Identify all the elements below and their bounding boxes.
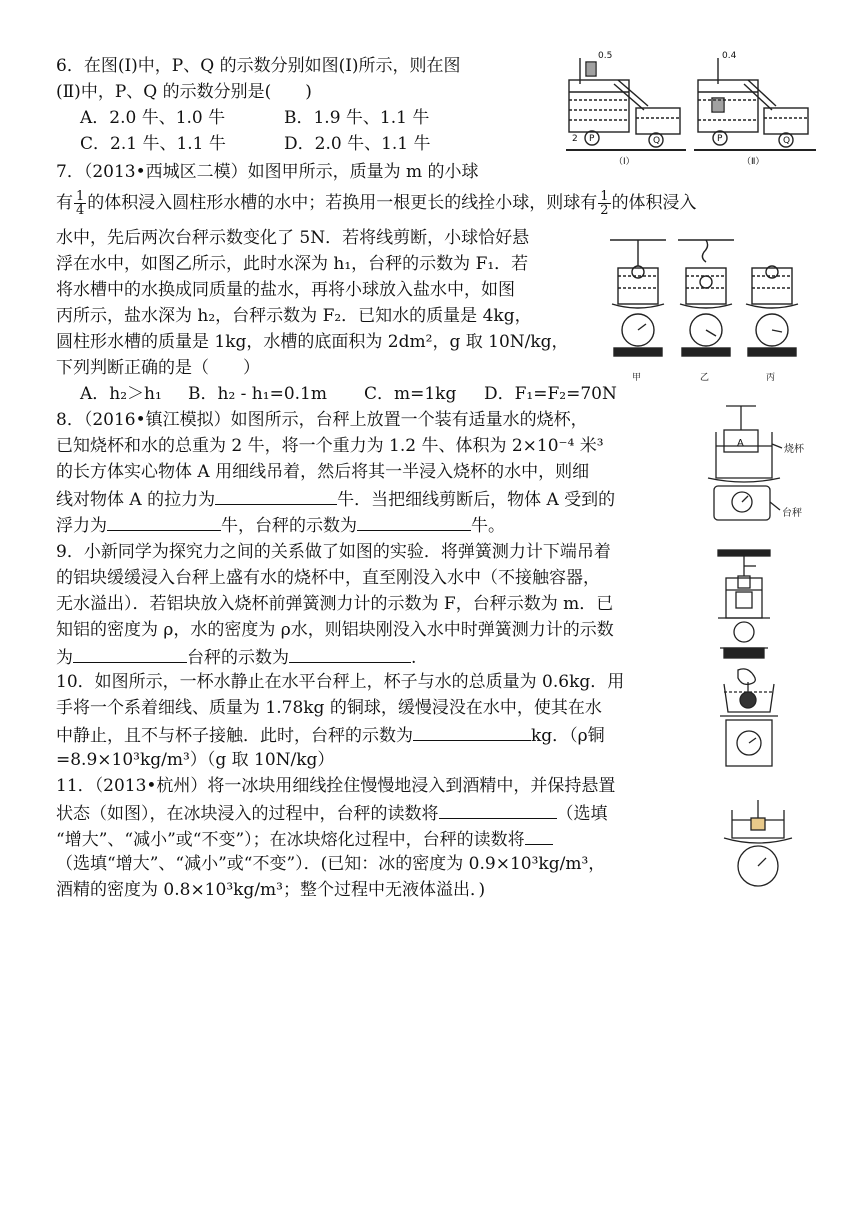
q10-line-2: 手将一个系着细线、质量为 1.78kg 的铜球，缓慢浸没在水中，使其在水 — [56, 698, 602, 718]
q6-option-a: A．2.0 牛、1.0 牛 — [80, 108, 226, 128]
q9-answer-blank-2[interactable] — [289, 644, 411, 663]
frac-den: 4 — [76, 203, 85, 218]
q11-line-3 — [56, 826, 553, 852]
q7-line-2c: 的体积浸入 — [611, 193, 697, 213]
q9-line-5b: 台秤的示数为 — [187, 648, 289, 668]
q9-answer-blank-1[interactable] — [73, 644, 187, 663]
q7-line-8: 下列判断正确的是（ ） — [56, 358, 260, 378]
q8-answer-blank-1[interactable] — [215, 486, 337, 505]
q7-line-2a: 有 — [56, 193, 73, 213]
q6-fig-tag-2: 0.4 — [722, 51, 737, 61]
q7-line-7: 圆柱形水槽的质量是 1kg，水槽的底面积为 2dm²，g 取 10N/kg， — [56, 332, 569, 352]
q8-fig-scale-label: 台秤 — [782, 508, 802, 519]
q6-fig-caption-1: （Ⅰ） — [614, 157, 635, 167]
q6-fig-p-left: 2 — [572, 134, 578, 144]
q8-line-5a: 浮力为 — [56, 516, 107, 536]
q11-line-3a: “增大”、“减小”或“不变”）；在冰块熔化过程中，台秤的读数将 — [56, 830, 525, 850]
q7-line-6: 丙所示，盐水深为 h₂，台秤示数为 F₂．已知水的质量是 4kg， — [56, 306, 532, 326]
q9-line-5c: . — [411, 648, 417, 668]
q6-fig-q-1: Q — [653, 136, 661, 146]
q7-line-5: 将水槽中的水换成同质量的盐水，再将小球放入盐水中，如图 — [56, 280, 515, 300]
q8-fig-beaker-label: 烧杯 — [784, 444, 804, 455]
q6-option-d: D．2.0 牛、1.1 牛 — [284, 134, 431, 154]
q8-line-5 — [56, 512, 505, 538]
frac-den: 2 — [600, 203, 609, 218]
q6-fig-tag-1: 0.5 — [598, 51, 613, 61]
q8-fig-block-label: A — [737, 438, 744, 449]
q7-fig-caption-1: 甲 — [632, 373, 642, 383]
q6-option-b: B．1.9 牛、1.1 牛 — [284, 108, 430, 128]
q8-line-4 — [56, 486, 615, 512]
q10-line-4: =8.9×10³kg/m³）（g 取 10N/kg） — [56, 750, 335, 770]
q9-line-5 — [56, 644, 416, 670]
q9-line-2: 的铝块缓缓浸入台秤上盛有水的烧杯中，直至刚没入水中（不接触容器， — [56, 568, 600, 588]
q11-line-5: 酒精的密度为 0.8×10³kg/m³；整个过程中无液体溢出．) — [56, 880, 486, 900]
q8-answer-blank-2[interactable] — [107, 512, 221, 531]
q9-figure — [712, 548, 782, 662]
q8-line-3: 的长方体实心物体 A 用细线吊着，然后将其一半浸入烧杯的水中，则细 — [56, 462, 590, 482]
q7-fig-caption-3: 丙 — [766, 373, 776, 383]
q7-option-d: D．F₁=F₂=70N — [484, 384, 617, 404]
q11-line-4: （选填“增大”、“减小”或“不变”）．(已知：冰的密度为 0.9×10³kg/m³， — [56, 854, 606, 874]
q10-figure — [712, 666, 788, 774]
q10-line-3 — [56, 722, 605, 748]
q9-line-3: 无水溢出）．若铝块放入烧杯前弹簧测力计的示数为 F，台秤示数为 m．已 — [56, 594, 614, 614]
q6-fig-q-2: Q — [783, 136, 791, 146]
q8-line-5b: 牛，台秤的示数为 — [221, 516, 357, 536]
q8-figure — [704, 402, 824, 526]
q7-line-2b: 的体积浸入圆柱形水槽的水中；若换用一根更长的线拴小球，则球有 — [87, 193, 598, 213]
q9-line-4: 知铝的密度为 ρ，水的密度为 ρ水，则铝块刚没入水中时弹簧测力计的示数 — [56, 620, 614, 640]
q10-line-3a: 中静止，且不与杯子接触．此时，台秤的示数为 — [56, 726, 413, 746]
q7-fig-caption-2: 乙 — [700, 373, 710, 383]
q11-line-1: 11．（2013•杭州）将一冰块用细线拴住慢慢地浸入到酒精中，并保持悬置 — [56, 776, 616, 796]
q6-fig-p-2: P — [717, 134, 723, 144]
q7-line-2 — [56, 186, 697, 220]
q11-line-2 — [56, 800, 608, 826]
q7-option-b: B．h₂ - h₁=0.1m — [188, 384, 327, 404]
q8-line-5c: 牛。 — [471, 516, 505, 536]
q6-line-2: (Ⅱ)中，P、Q 的示数分别是( ) — [56, 82, 312, 102]
q7-line-3: 水中，先后两次台秤示数变化了 5N．若将线剪断，小球恰好悬 — [56, 228, 530, 248]
frac-num: 1 — [76, 189, 85, 204]
q10-line-3b: kg．（ρ铜 — [531, 726, 605, 746]
frac-num: 1 — [600, 189, 609, 204]
q7-figure — [608, 232, 804, 392]
q6-figure — [566, 44, 816, 168]
q6-option-c: C．2.1 牛、1.1 牛 — [80, 134, 226, 154]
q11-line-2a: 状态（如图），在冰块浸入的过程中，台秤的读数将 — [56, 804, 439, 824]
q6-line-1: 6．在图(Ⅰ)中，P、Q 的示数分别如图(Ⅰ)所示，则在图 — [56, 56, 461, 76]
q7-line-4: 浮在水中，如图乙所示，此时水深为 h₁，台秤的示数为 F₁．若 — [56, 254, 529, 274]
q11-answer-blank-1[interactable] — [439, 800, 557, 819]
q11-figure — [720, 800, 796, 888]
q10-line-1: 10．如图所示，一杯水静止在水平台秤上，杯子与水的总质量为 0.6kg．用 — [56, 672, 625, 692]
q6-fig-caption-2: （Ⅱ） — [742, 157, 765, 167]
fraction-one-quarter — [74, 190, 86, 217]
q8-line-4a: 线对物体 A 的拉力为 — [56, 490, 216, 510]
q8-line-4b: 牛．当把细线剪断后，物体 A 受到的 — [337, 490, 616, 510]
q8-line-1: 8．（2016•镇江模拟）如图所示，台秤上放置一个装有适量水的烧杯， — [56, 410, 588, 430]
q8-answer-blank-3[interactable] — [357, 512, 471, 531]
q11-answer-blank-2[interactable] — [525, 826, 553, 845]
q7-option-c: C．m=1kg — [364, 384, 457, 404]
q9-line-5a: 为 — [56, 648, 73, 668]
fraction-one-half — [598, 190, 610, 217]
q7-option-a: A．h₂＞h₁ — [80, 384, 162, 404]
q8-line-2: 已知烧杯和水的总重为 2 牛，将一个重力为 1.2 牛、体积为 2×10⁻⁴ 米³ — [56, 436, 604, 456]
q11-line-2b: （选填 — [556, 804, 608, 824]
q9-line-1: 9．小新同学为探究力之间的关系做了如图的实验．将弹簧测力计下端吊着 — [56, 542, 611, 562]
q7-line-1: 7．（2013•西城区二模）如图甲所示，质量为 m 的小球 — [56, 162, 479, 182]
q10-answer-blank[interactable] — [413, 722, 531, 741]
q6-fig-p-1: P — [589, 134, 595, 144]
